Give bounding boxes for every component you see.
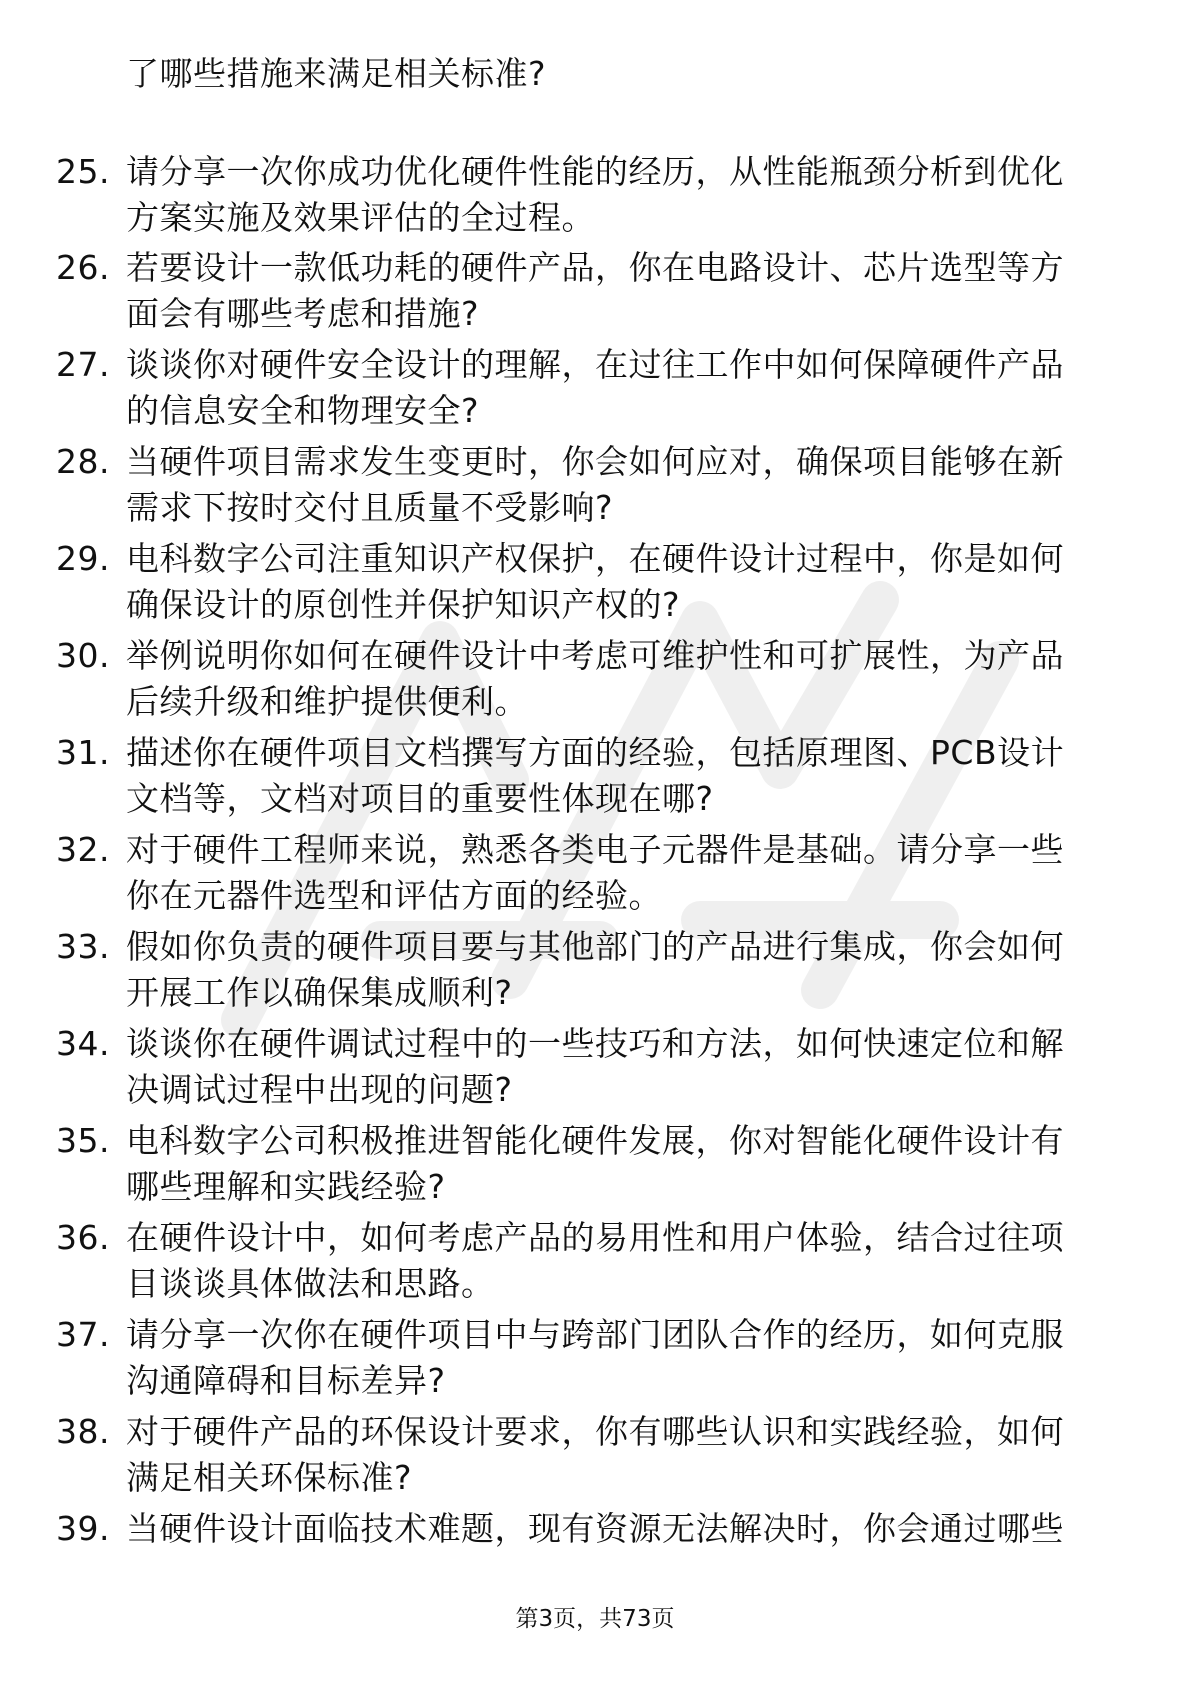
question-text-line: 的信息安全和物理安全? [126,391,480,430]
question-text-line: 描述你在硬件项目文档撰写方面的经验，包括原理图、PCB设计 [126,733,1065,772]
question-number: 32. [56,830,110,869]
question-text-line: 若要设计一款低功耗的硬件产品，你在电路设计、芯片选型等方 [126,248,1064,287]
question-number: 30. [56,636,110,675]
question-text-line: 对于硬件产品的环保设计要求，你有哪些认识和实践经验，如何 [126,1412,1064,1451]
question-number: 38. [56,1412,110,1451]
question-text-line: 目谈谈具体做法和思路。 [126,1264,495,1303]
question-text-line: 电科数字公司注重知识产权保护，在硬件设计过程中，你是如何 [126,539,1064,578]
question-number: 31. [56,733,110,772]
question-text-line: 后续升级和维护提供便利。 [126,682,528,721]
question-number: 39. [56,1509,110,1548]
question-number: 34. [56,1024,110,1063]
question-text-line: 满足相关环保标准? [126,1458,413,1497]
question-number: 26. [56,248,110,287]
question-number: 36. [56,1218,110,1257]
question-text-line: 在硬件设计中，如何考虑产品的易用性和用户体验，结合过往项 [126,1218,1064,1257]
page-number-footer: 第3页，共73页 [515,1606,675,1632]
question-number: 33. [56,927,110,966]
question-text-line: 决调试过程中出现的问题? [126,1070,513,1109]
question-text-line: 沟通障碍和目标差异? [126,1361,446,1400]
question-text-line: 文档等，文档对项目的重要性体现在哪? [126,779,714,818]
question-text-line: 电科数字公司积极推进智能化硬件发展，你对智能化硬件设计有 [126,1121,1064,1160]
question-text-line: 当硬件项目需求发生变更时，你会如何应对，确保项目能够在新 [126,442,1064,481]
question-text-line: 对于硬件工程师来说，熟悉各类电子元器件是基础。请分享一些 [126,830,1064,869]
question-number: 37. [56,1315,110,1354]
question-number: 27. [56,345,110,384]
question-text-line: 了哪些措施来满足相关标准? [126,54,547,93]
question-text-line: 假如你负责的硬件项目要与其他部门的产品进行集成，你会如何 [126,927,1064,966]
question-text-line: 谈谈你在硬件调试过程中的一些技巧和方法，如何快速定位和解 [126,1024,1064,1063]
question-text-line: 面会有哪些考虑和措施? [126,294,480,333]
question-number: 25. [56,152,110,191]
question-number: 35. [56,1121,110,1160]
question-text-line: 举例说明你如何在硬件设计中考虑可维护性和可扩展性，为产品 [126,636,1064,675]
question-text-line: 请分享一次你成功优化硬件性能的经历，从性能瓶颈分析到优化 [126,152,1064,191]
question-text-line: 需求下按时交付且质量不受影响? [126,488,614,527]
question-text-line: 方案实施及效果评估的全过程。 [126,198,595,237]
question-text-line: 哪些理解和实践经验? [126,1167,446,1206]
question-text-line: 谈谈你对硬件安全设计的理解，在过往工作中如何保障硬件产品 [126,345,1064,384]
question-text-line: 开展工作以确保集成顺利? [126,973,513,1012]
question-number: 29. [56,539,110,578]
question-text-line: 请分享一次你在硬件项目中与跨部门团队合作的经历，如何克服 [126,1315,1064,1354]
question-text-line: 确保设计的原创性并保护知识产权的? [126,585,681,624]
question-text-line: 当硬件设计面临技术难题，现有资源无法解决时，你会通过哪些 [126,1509,1064,1548]
question-number: 28. [56,442,110,481]
question-text-line: 你在元器件选型和评估方面的经验。 [126,876,662,915]
